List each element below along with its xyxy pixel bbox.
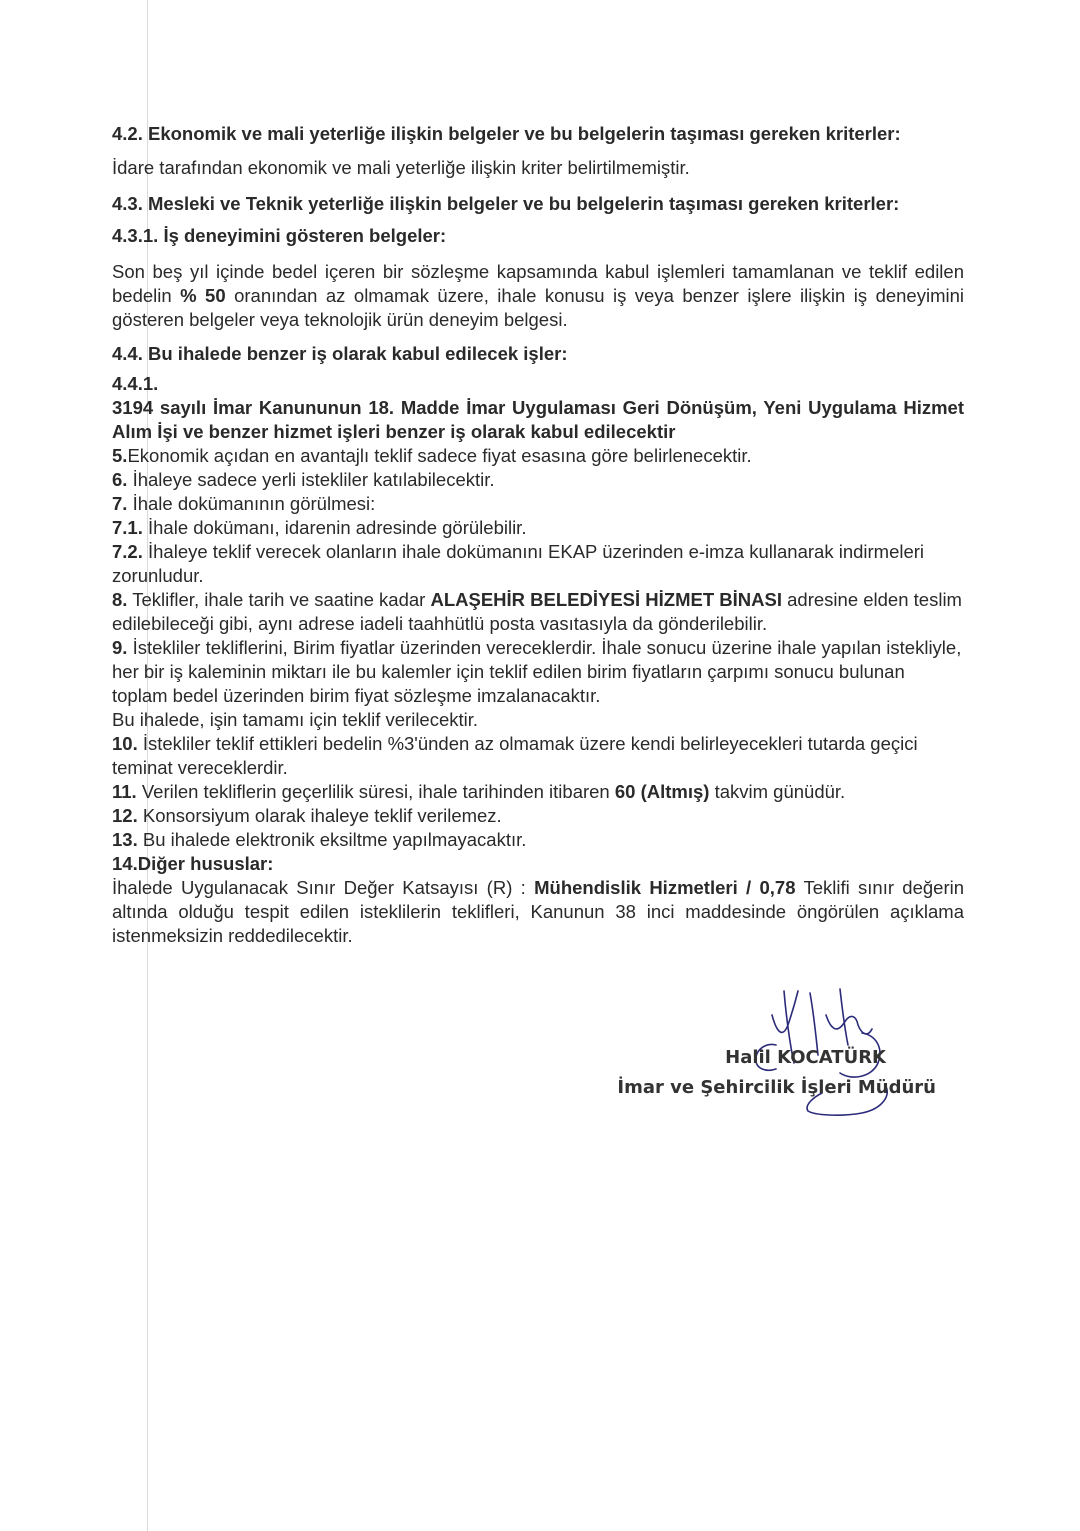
- section-14-body: İhalede Uygulanacak Sınır Değer Katsayısı (R) : Mühendislik Hizmetleri / 0,78 Teklifi sınır değerin altında olduğu tespit edilen isteklilerin teklifleri, Kanunun 38 inci maddesinde öngörülen açıklama istenmeksizin reddedilecektir.: [112, 877, 965, 946]
- section-4-3-heading: 4.3. Mesleki ve Teknik yeterliğe ilişkin belgeler ve bu belgelerin taşıması gereken kriterler:: [112, 193, 900, 214]
- section-7: 7. İhale dokümanının görülmesi:: [112, 493, 376, 514]
- section-4-2-heading: 4.2. Ekonomik ve mali yeterliğe ilişkin belgeler ve bu belgelerin taşıması gereken kriterler:: [112, 123, 901, 144]
- section-4-4-heading: 4.4. Bu ihalede benzer iş olarak kabul edilecek işler:: [112, 343, 568, 364]
- signatory-name: Halil KOCATÜRK: [725, 1047, 886, 1068]
- section-13: 13. Bu ihalede elektronik eksiltme yapılmayacaktır.: [112, 829, 527, 850]
- document-body: [112, 122, 964, 948]
- section-4-4-1-body: 3194 sayılı İmar Kanununun 18. Madde İmar Uygulaması Geri Dönüşüm, Yeni Uygulama Hizmet Alım İşi ve benzer hizmet işleri benzer iş olarak kabul edilecektir: [112, 397, 964, 442]
- section-10: 10. İstekliler teklif ettikleri bedelin %3'ünden az olmamak üzere kendi belirleyecekleri tutarda geçici teminat vereceklerdir.: [112, 733, 918, 778]
- section-11: 11. Verilen tekliflerin geçerlilik süresi, ihale tarihinden itibaren 60 (Altmış) takvim günüdür.: [112, 781, 846, 802]
- section-5: 5.Ekonomik açıdan en avantajlı teklif sadece fiyat esasına göre belirlenecektir.: [112, 445, 752, 466]
- signatory-title: İmar ve Şehircilik İşleri Müdürü: [617, 1077, 936, 1098]
- signature-block: [600, 985, 960, 1135]
- section-4-3-1-body: Son beş yıl içinde bedel içeren bir sözleşme kapsamında kabul işlemleri tamamlanan ve teklif edilen bedelin % 50 oranından az olmamak üzere, ihale konusu iş veya benzer işlere ilişkin iş deneyimini gösteren belgeler veya teknolojik ürün deneyim belgesi.: [112, 261, 965, 330]
- section-9: 9. İstekliler tekliflerini, Birim fiyatlar üzerinden vereceklerdir. İhale sonucu üzerine ihale yapılan istekliyle, her bir iş kaleminin miktarı ile bu kalemler için teklif edilen birim fiyatların çarpımı sonucu bulunan toplam bedel üzerinden birim fiyat sözleşme imzalanacaktır.: [112, 637, 962, 706]
- section-14-heading: 14.Diğer hususlar:: [112, 853, 274, 874]
- section-4-2-body: İdare tarafından ekonomik ve mali yeterliğe ilişkin kriter belirtilmemiştir.: [112, 157, 690, 178]
- section-4-3-1-heading: 4.3.1. İş deneyimini gösteren belgeler:: [112, 225, 447, 246]
- section-9-extra: Bu ihalede, işin tamamı için teklif verilecektir.: [112, 709, 479, 730]
- section-6: 6. İhaleye sadece yerli istekliler katılabilecektir.: [112, 469, 495, 490]
- section-8: 8. Teklifler, ihale tarih ve saatine kadar ALAŞEHİR BELEDİYESİ HİZMET BİNASI adresine elden teslim edilebileceği gibi, aynı adrese iadeli taahhütlü posta vasıtasıyla da gönderilebilir.: [112, 589, 962, 634]
- section-7-2: 7.2. İhaleye teklif verecek olanların ihale dokümanını EKAP üzerinden e-imza kullanarak indirmeleri zorunludur.: [112, 541, 925, 586]
- section-12: 12. Konsorsiyum olarak ihaleye teklif verilemez.: [112, 805, 502, 826]
- section-4-4-1-number: 4.4.1.: [112, 373, 159, 394]
- section-7-1: 7.1. İhale dokümanı, idarenin adresinde görülebilir.: [112, 517, 527, 538]
